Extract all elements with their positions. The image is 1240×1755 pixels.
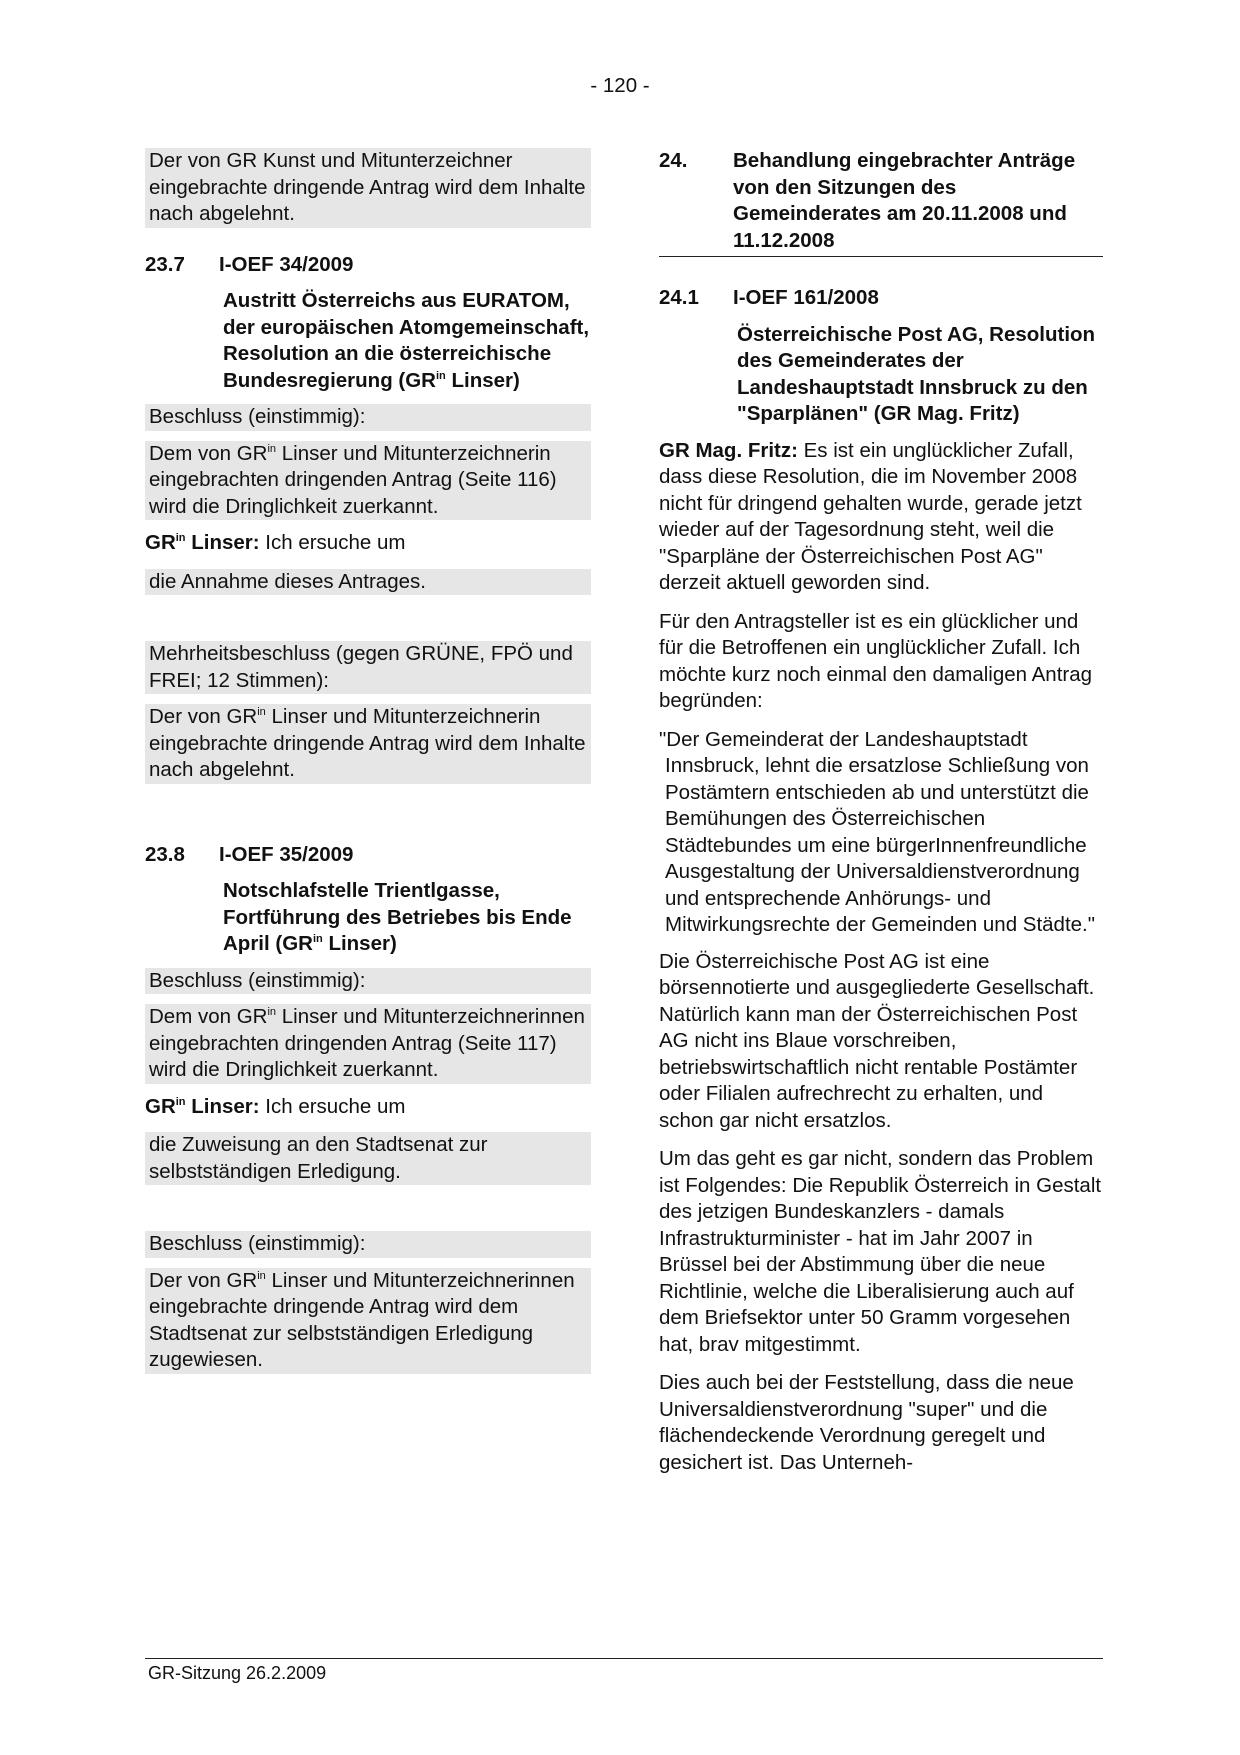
speaker-name: GR Mag. Fritz: — [659, 438, 798, 462]
speech-paragraph: Für den Antragsteller ist es ein glücklicher und für die Betroffenen ein unglücklicher Zufall. Ich möchte kurz noch einmal den damaligen Antrag begründen: — [659, 609, 1093, 712]
item-title-text: Austritt Österreichs aus EURATOM, der europäischen Atomgemeinschaft, Resolution an die österreichische Bundesregierung (GR — [223, 289, 590, 392]
item-code: I-OEF 35/2009 — [219, 842, 354, 866]
resolution-label: Mehrheitsbeschluss (gegen GRÜNE, FPÖ und FREI; 12 Stimmen): — [145, 641, 591, 694]
decision-text: Dem von $GR^{in}$ Linser und Mitunterzeichnerinnen eingebrachten dringenden Antrag (Seite 117) wird die Dringlichkeit zuerkannt. — [145, 1004, 591, 1084]
section-24-heading — [659, 148, 1103, 257]
decision-text: Der von $GR^{in}$ Linser und Mitunterzeichnerinnen eingebrachte dringende Antrag wird dem Stadtsenat zur selbstständigen Erledigung zugewiesen. — [145, 1268, 591, 1374]
section-title: Behandlung eingebrachter Anträge von den Sitzungen des Gemeinderates am 20.11.2008 und 11.12.2008 — [733, 149, 1076, 252]
item-code: I-OEF 34/2009 — [219, 252, 354, 276]
quoted-resolution — [659, 727, 1103, 939]
superscript: in — [312, 933, 323, 945]
item-title: Österreichische Post AG, Resolution des Gemeinderates der Landeshauptstadt Innsbruck zu den "Sparplänen" (GR Mag. Fritz) — [737, 322, 1096, 425]
footer-rule — [145, 1658, 1103, 1659]
speaker-line: $GR^{in}$ Linser: Ich ersuche um — [145, 531, 406, 554]
quote-body: Innsbruck, lehnt die ersatzlose Schließung von Postämtern entschieden ab und unterstützt die Bemühungen des Österreichischen Städtebundes um eine bürgerInnenfreundliche Ausgestaltung der Universaldienstverordnung und entsprechende Anhörungs- und Mitwirkungsrechte der Gemeinden und Städte." — [665, 754, 1096, 936]
item-title — [145, 878, 591, 958]
item-number: 23.7 — [145, 252, 185, 276]
speech-paragraph: Um das geht es gar nicht, sondern das Problem ist Folgendes: Die Republik Österreich in Gestalt des jetzigen Bundeskanzlers - damals Infrastrukturminister - hat im Jahr 2007 in Brüssel bei der Abstimmung über die neue Richtlinie, welche die Liberalisierung auch auf dem Briefsektor unter 50 Gramm vorgesehen hat, brav mitgestimmt. — [659, 1147, 1102, 1356]
decision-text: Der von GR Kunst und Mitunterzeichner eingebrachte dringende Antrag wird dem Inhalte nach abgelehnt. — [145, 148, 591, 228]
agenda-item-23-8 — [145, 842, 591, 869]
speaker-line: $GR^{in}$ Linser: Ich ersuche um — [145, 1094, 406, 1118]
superscript: in — [436, 369, 446, 382]
page-number: - 120 - — [590, 74, 650, 97]
agenda-item-23-7 — [145, 252, 591, 279]
item-code: I-OEF 161/2008 — [733, 286, 879, 309]
request-text: die Zuweisung an den Stadtsenat zur selbstständigen Erledigung. — [145, 1132, 591, 1185]
item-title — [145, 288, 591, 394]
resolution-label: Beschluss (einstimmig): — [145, 1231, 591, 1258]
footer-text: GR-Sitzung 26.2.2009 — [148, 1663, 327, 1683]
agenda-item-24-1 — [659, 285, 1103, 312]
resolution-label: Beschluss (einstimmig): — [145, 968, 591, 995]
speech-paragraph: Dies auch bei der Feststellung, dass die neue Universaldienstverordnung "super" und die flächendeckende Verordnung geregelt und gesichert ist. Das Unterneh- — [659, 1371, 1074, 1474]
left-column — [145, 148, 591, 1384]
decision-text: Der von $GR^{in}$ Linser und Mitunterzeichnerin eingebrachte dringende Antrag wird dem Inhalte nach abgelehnt. — [145, 704, 591, 784]
speech-paragraph: GR Mag. Fritz: Es ist ein unglücklicher Zufall, dass diese Resolution, die im November 2008 nicht für dringend gehalten wurde, gerade jetzt wieder auf der Tagesordnung steht, weil die "Sparpläne der Österreichischen Post AG" derzeit aktuell geworden sind. — [659, 438, 1082, 594]
resolution-label: Beschluss (einstimmig): — [145, 404, 591, 431]
item-title-text-end: Linser) — [445, 368, 520, 392]
right-column — [659, 148, 1103, 1488]
item-number: 24.1 — [659, 286, 699, 309]
speech-paragraph: Die Österreichische Post AG ist eine börsennotierte und ausgegliederte Gesellschaft. Natürlich kann man der Österreichischen Post AG nicht ins Blaue vorschreiben, betriebswirtschaftlich nicht rentable Postämter oder Filialen aufrechrecht zu erhalten, und schon gar nicht ersatzlos. — [659, 949, 1095, 1132]
request-text: die Annahme dieses Antrages. — [145, 569, 591, 596]
section-number: 24. — [659, 149, 688, 172]
decision-text: Dem von $GR^{in}$ Linser und Mitunterzeichnerin eingebrachten dringenden Antrag (Seite 116) wird die Dringlichkeit zuerkannt. — [145, 441, 591, 521]
quote-first-line: "Der Gemeinderat der Landeshauptstadt — [659, 727, 1028, 751]
item-title-text-end: Linser) — [322, 932, 397, 955]
item-number: 23.8 — [145, 842, 185, 866]
item-title-text: Notschlafstelle Trientlgasse, Fortführung des Betriebes bis Ende April (GR — [223, 879, 572, 955]
